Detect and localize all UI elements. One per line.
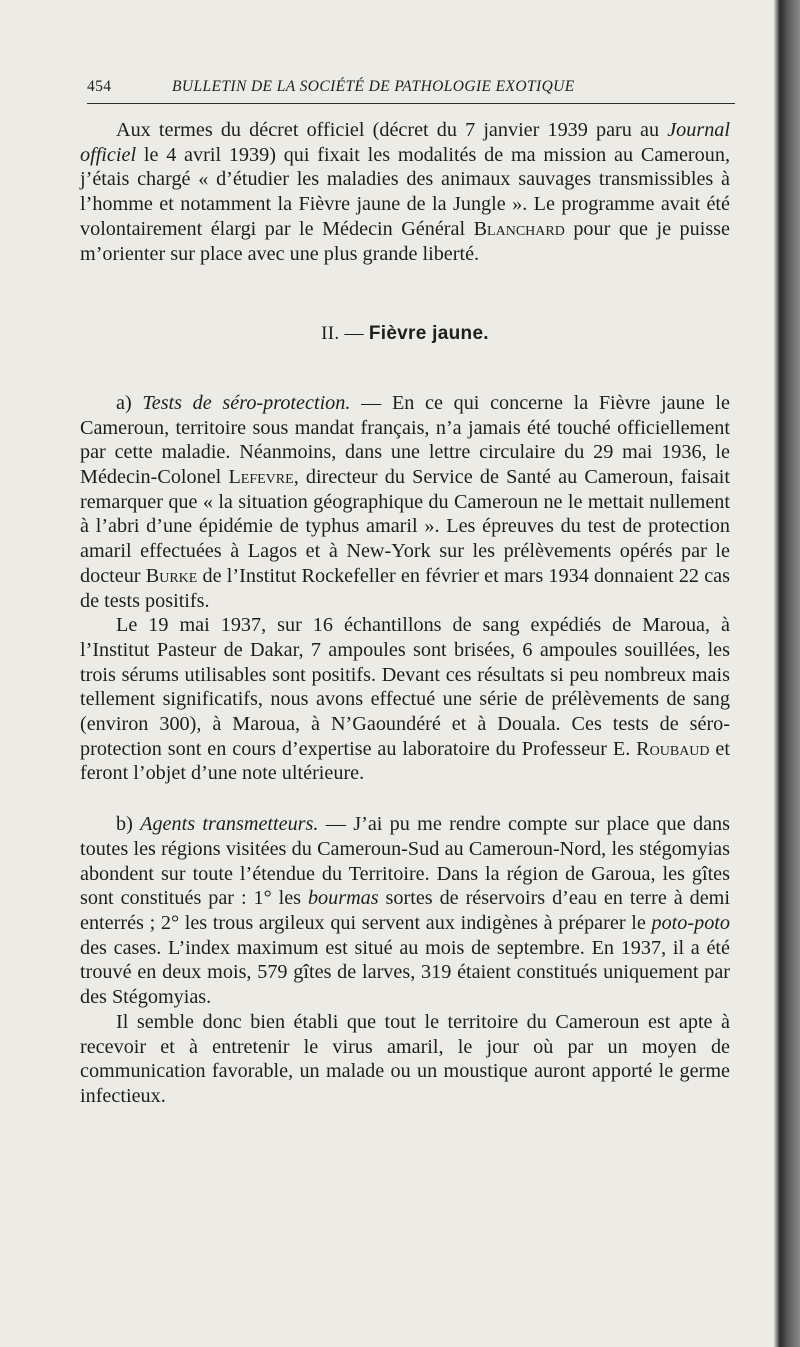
paragraph-sero-protection: a) Tests de séro-protection. — En ce qui concerne la Fièvre jaune le Cameroun, territoire sous mandat français, n’a jamais été touché officiellement par cette maladie. Néanmoins, dans une lettre circulaire du 29 mai 1936, le Médecin-Colonel Lefevre, directeur du Service de Santé au Cameroun, faisait remarquer que « la situation géographique du Cameroun ne le mettait nullement à l’abri d’une épidémie de typhus amaril ». Les épreuves du test de protection amaril effectuées à Lagos et à New-York sur les prélèvements opérés par le docteur Burke de l’Institut Rockefeller en février et mars 1934 donnaient 22 cas de tests positifs. [80,391,730,612]
section-title: Fièvre jaune. [368,323,489,345]
header-rule [87,103,735,104]
paragraph-agents: b) Agents transmetteurs. — J’ai pu me rendre compte sur place que dans toutes les régions visitées du Cameroun-Sud au Cameroun-Nord, les stégomyias abondent sur toute l’étendue du Territoire. Dans la région de Garoua, les gîtes sont constitués par : 1° les bourmas sortes de réservoirs d’eau en terre à demi enterrés ; 2° les trous argileux qui servent aux indigènes à préparer le poto-poto des cases. L’index maximum est situé au mois de septembre. En 1937, il a été trouvé en deux mois, 579 gîtes de larves, 319 étaient constitués uniquement par des Stégomyias. [80,813,730,1009]
running-title: BULLETIN DE LA SOCIÉTÉ DE PATHOLOGIE EXOTIQUE [172,78,575,95]
section-number: II. — [321,323,369,345]
intro-paragraph: Aux termes du décret officiel (décret du 7 janvier 1939 paru au Journal officiel le 4 avril 1939) qui fixait les modalités de ma mission au Cameroun, j’étais chargé « d’étudier les maladies des animaux sauvages transmissibles à l’homme et notamment la Fièvre jaune de la Jungle ». Le programme avait été volontairement élargi par le Médecin Général Blanchard pour que je puisse m’orienter sur place avec une plus grande liberté. [80,119,730,265]
running-header [87,74,735,102]
paragraph-samples: Le 19 mai 1937, sur 16 échantillons de sang expédiés de Maroua, à l’Institut Pasteur de Dakar, 7 ampoules sont brisées, 6 ampoules souillées, les trois sérums utilisables sont positifs. Devant ces résultats si peu nombreux mais tellement significatifs, nous avons effectué une série de prélèvements de sang (environ 300), à Maroua, à N’Gaoundéré et à Douala. Ces tests de séro-protection sont en cours d’expertise au laboratoire du Professeur E. Roubaud et feront l’objet d’une note ultérieure. [80,614,730,785]
body-text [80,118,730,1109]
paragraph-conclusion: Il semble donc bien établi que tout le territoire du Cameroun est apte à recevoir et à entretenir le virus amaril, le jour où par un moyen de communication favorable, un malade ou un moustique auront apporté le germe infectieux. [80,1010,730,1107]
page-number: 454 [87,78,112,95]
page-edge-shadow [774,0,800,1347]
section-heading [80,322,730,347]
